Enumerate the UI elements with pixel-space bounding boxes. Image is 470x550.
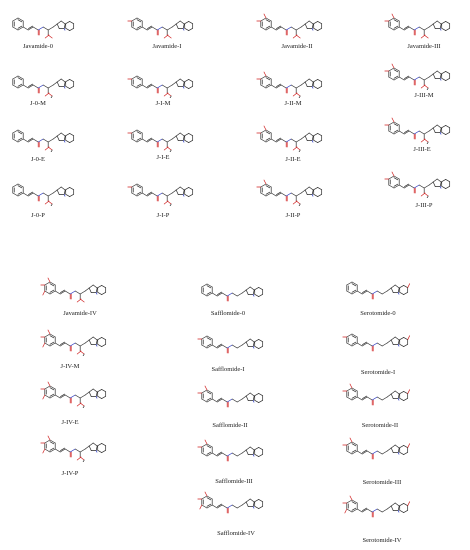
j-iv-m-label: J-IV-M (60, 363, 80, 370)
j-0-m-structure (6, 64, 90, 98)
molecule-bonds (41, 278, 106, 302)
serotomide-0-label: Serotomide-0 (360, 310, 396, 317)
molecule-bonds (13, 76, 74, 98)
safflomide-i-label: Safflomide-I (211, 366, 245, 373)
safflomide-iv-structure (195, 484, 279, 518)
j-ii-e-label: J-II-E (285, 156, 301, 163)
molecule-bonds (198, 336, 263, 353)
j-iii-m-structure (382, 56, 466, 90)
j-0-p-label: J-0-P (31, 212, 45, 219)
javamide-iii-structure (382, 6, 466, 40)
safflomide-ii-structure (195, 378, 279, 412)
serotomide-iii-structure (340, 430, 424, 464)
j-iv-e-structure (38, 374, 122, 408)
safflomide-ii-label: Safflomide-II (212, 422, 248, 429)
javamide-ii-structure (254, 6, 338, 40)
j-i-e-label: J-I-E (156, 154, 170, 161)
molecule-bonds (343, 496, 410, 517)
j-i-m-structure (125, 64, 209, 98)
j-iii-p-structure (382, 164, 466, 198)
j-ii-p-structure (254, 172, 338, 206)
molecule-bonds (41, 330, 106, 356)
safflomide-0-structure (195, 272, 279, 306)
j-iv-p-label: J-IV-P (61, 470, 79, 477)
serotomide-iv-structure (340, 488, 424, 522)
molecule-bonds (13, 130, 74, 152)
serotomide-ii-label: Serotomide-II (361, 422, 399, 429)
molecule-bonds (128, 76, 193, 98)
j-iii-e-structure (382, 110, 466, 144)
j-iii-e-label: J-III-E (413, 146, 431, 153)
j-0-p-structure (6, 172, 90, 206)
j-i-m-label: J-I-M (155, 100, 171, 107)
j-iv-p-structure (38, 428, 122, 462)
j-ii-p-label: J-II-P (285, 212, 301, 219)
molecule-bonds (385, 14, 450, 38)
molecule-bonds (128, 130, 193, 152)
serotomide-i-label: Serotomide-I (360, 369, 396, 376)
serotomide-iii-label: Serotomide-III (362, 479, 402, 486)
molecule-bonds (257, 72, 322, 98)
serotomide-0-structure (340, 270, 424, 304)
j-0-m-label: J-0-M (30, 100, 46, 107)
j-i-p-structure (125, 172, 209, 206)
molecule-bonds (198, 386, 263, 407)
molecule-bonds (13, 18, 74, 38)
molecule-bonds (41, 382, 106, 408)
safflomide-0-label: Safflomide-0 (210, 310, 246, 317)
safflomide-iii-label: Safflomide-III (215, 478, 253, 485)
safflomide-iv-label: Safflomide-IV (217, 530, 255, 537)
javamide-0-structure (6, 6, 90, 40)
molecule-bonds (198, 440, 263, 461)
molecule-bonds (198, 492, 263, 513)
molecule-bonds (257, 126, 322, 152)
molecule-bonds (343, 384, 410, 405)
molecule-bonds (128, 18, 193, 38)
molecule-bonds (343, 334, 410, 351)
j-ii-m-label: J-II-M (284, 100, 302, 107)
molecule-bonds (347, 282, 410, 299)
javamide-ii-label: Javamide-II (281, 43, 313, 50)
j-ii-e-structure (254, 118, 338, 152)
javamide-0-label: Javamide-0 (23, 43, 53, 50)
j-0-e-label: J-0-E (30, 156, 46, 163)
safflomide-iii-structure (195, 432, 279, 466)
javamide-i-label: Javamide-I (152, 43, 182, 50)
javamide-iv-structure (38, 270, 122, 304)
molecule-bonds (343, 438, 410, 459)
safflomide-i-structure (195, 324, 279, 358)
serotomide-ii-structure (340, 376, 424, 410)
javamide-iv-label: Javamide-IV (63, 310, 97, 317)
molecule-bonds (202, 284, 263, 301)
javamide-iii-label: Javamide-III (407, 43, 441, 50)
j-iii-p-label: J-III-P (415, 202, 433, 209)
molecule-bonds (257, 14, 322, 38)
molecule-bonds (13, 184, 74, 206)
molecule-bonds (257, 180, 322, 206)
j-0-e-structure (6, 118, 90, 152)
molecule-bonds (41, 436, 106, 462)
molecule-bonds (385, 172, 450, 198)
j-i-p-label: J-I-P (156, 212, 170, 219)
j-iv-e-label: J-IV-E (61, 419, 79, 426)
j-i-e-structure (125, 118, 209, 152)
molecule-bonds (385, 118, 450, 144)
molecule-bonds (385, 64, 450, 90)
j-iii-m-label: J-III-M (414, 92, 434, 99)
serotomide-iv-label: Serotomide-IV (362, 537, 402, 544)
j-ii-m-structure (254, 64, 338, 98)
molecule-bonds (128, 184, 193, 206)
serotomide-i-structure (340, 322, 424, 356)
javamide-i-structure (125, 6, 209, 40)
j-iv-m-structure (38, 322, 122, 356)
